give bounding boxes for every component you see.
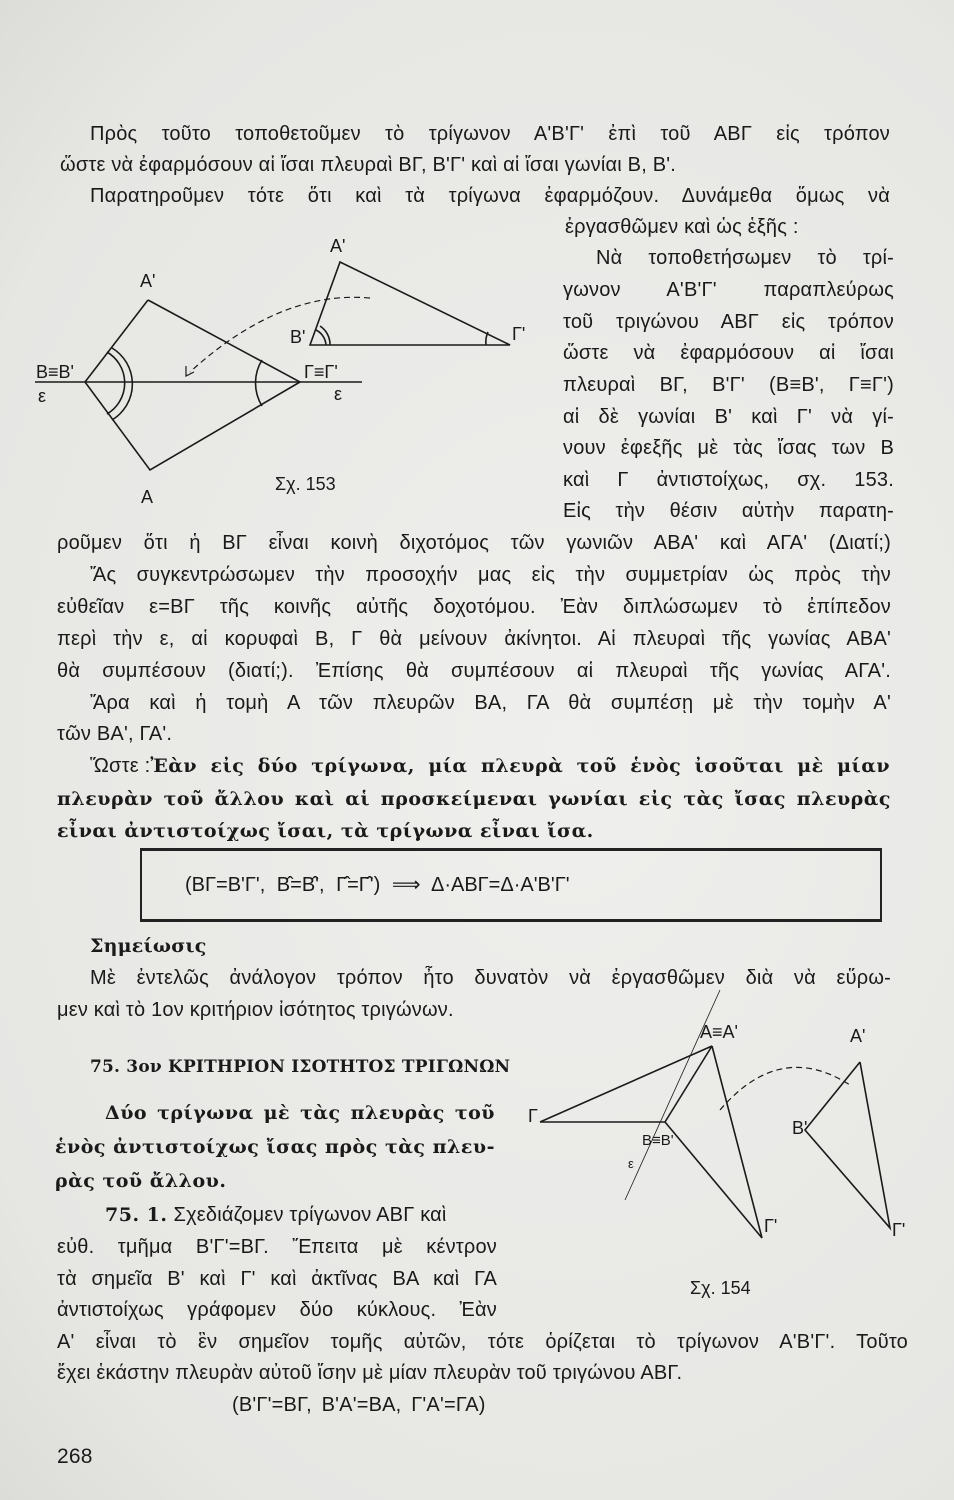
figure-stroke <box>107 352 125 414</box>
label-b2: Β' <box>792 1118 808 1138</box>
rotation-arc <box>190 297 370 372</box>
figure-caption: Σχ. 154 <box>690 1278 751 1298</box>
paragraph-number: 75. 1. <box>105 1204 168 1226</box>
angle-arc-g <box>256 360 262 406</box>
theorem-line <box>90 754 890 778</box>
text-line: εὐθεῖαν ε=ΒΓ τῆς κοινῆς αὐτῆς δοχοτόμου. Ἐὰν διπλώσωμεν τὸ ἐπίπεδον <box>57 596 891 618</box>
kite-shape <box>85 300 300 470</box>
statement-line: Δύο τρίγωνα μὲ τὰς πλευρὰς τοῦ <box>105 1102 495 1124</box>
label-a2: Α' <box>330 236 346 256</box>
theorem-text: πλευρὰν τοῦ ἄλλου καὶ αἱ προσκείμεναι γωνίαι εἰς τὰς ἴσας πλευρὰς <box>57 788 891 810</box>
statement-line: ἑνὸς ἀντιστοίχως ἴσας πρὸς τὰς πλευ- <box>55 1136 495 1158</box>
text-line: καὶ Γ ἀντιστοίχως, σχ. 153. <box>563 469 894 491</box>
text-line: Ἄς συγκεντρώσωμεν τὴν προσοχήν μας εἰς τὴν συμμετρίαν ὡς πρὸς τὴν <box>90 564 891 586</box>
theorem-lead: Ὥστε : <box>90 755 151 777</box>
page-number: 268 <box>57 1445 93 1468</box>
text-line: τὰ σημεῖα Β' καὶ Γ' καὶ ἀκτῖνας ΒΑ καὶ ΓΑ <box>57 1268 497 1290</box>
text-line: Πρὸς τοῦτο τοποθετοῦμεν τὸ τρίγωνον Α'Β'Γ' ἐπὶ τοῦ ΑΒΓ εἰς τρόπον <box>90 123 890 145</box>
label-g2: Γ' <box>892 1220 906 1240</box>
side-ag2 <box>712 1046 762 1238</box>
label-g: Γ <box>528 1106 538 1126</box>
text-line: Μὲ ἐντελῶς ἀνάλογον τρόπον ἦτο δυνατὸν νὰ ἐργασθῶμεν διὰ νὰ εὕρω- <box>90 967 891 989</box>
label-eps: ε <box>38 386 47 406</box>
text-line: εὐθ. τμῆμα Β'Γ'=ΒΓ. Ἔπειτα μὲ κέντρον <box>57 1236 497 1258</box>
theorem-text: εἶναι ἀντιστοίχως ἴσαι, τὰ τρίγωνα εἶναι ἴσα. <box>57 820 594 842</box>
label-a1: Α' <box>140 271 156 291</box>
paragraph-line <box>105 1203 485 1227</box>
text-line: θὰ συμπέσουν (διατί;). Ἐπίσης θὰ συμπέσουν αἱ πλευραὶ τῆς γωνίας ΑΓΑ'. <box>57 660 891 682</box>
figure-stroke <box>316 330 326 345</box>
label-bb: Β≡Β' <box>642 1132 674 1149</box>
side-ga <box>540 1046 712 1122</box>
label-bb: Β≡Β' <box>36 362 74 382</box>
side-ab <box>665 1046 712 1122</box>
text-line: ἀντιστοίχως γράφομεν δύο κύκλους. Ἐὰν <box>57 1299 497 1321</box>
triangle-a2b2g2 <box>310 262 510 345</box>
formula-line: (Β'Γ'=ΒΓ, Β'Α'=ΒΑ, Γ'Α'=ΓΑ) <box>232 1394 486 1416</box>
line-epsilon-154 <box>625 990 720 1200</box>
label-b2: Β' <box>290 327 306 347</box>
text-line: Α' εἶναι τὸ ἓν σημεῖον τομῆς αὐτῶν, τότε ὁρίζεται τὸ τρίγωνον Α'Β'Γ'. Τοῦτο <box>57 1331 908 1353</box>
label-a: Α <box>141 487 154 507</box>
figure-caption: Σχ. 153 <box>275 474 336 494</box>
label-aa: Α≡Α' <box>700 1022 738 1042</box>
statement-line: ρὰς τοῦ ἄλλου. <box>55 1170 227 1192</box>
figure-stroke <box>320 326 330 345</box>
text-line: νουν ἐφεξῆς μὲ τὰς ἴσας των Β <box>563 437 894 459</box>
text-line: ἐργασθῶμεν καὶ ὡς ἑξῆς : <box>565 216 799 238</box>
label-eps: ε <box>628 1156 634 1171</box>
arrow-icon <box>186 366 194 376</box>
boxed-formula: (ΒΓ=Β'Γ', Β̂=Β̂', Γ̂=Γ̂') ⟹ Δ·ΑΒΓ=Δ·Α'Β'Γ' <box>185 874 570 896</box>
text-line: τῶν ΒΑ', ΓΑ'. <box>57 723 173 745</box>
text-line: περὶ τὴν ε, αἱ κορυφαὶ Β, Γ θὰ μείνουν ἀκίνητοι. Αἱ πλευραὶ τῆς γωνίας ΑΒΑ' <box>57 628 891 650</box>
label-g2: Γ' <box>512 324 526 344</box>
text-line: γωνον Α'Β'Γ' παραπλεύρως <box>563 279 894 301</box>
triangle-154-right <box>805 1062 890 1228</box>
label-a2: Α' <box>850 1026 866 1046</box>
text-line: τοῦ τριγώνου ΑΒΓ εἰς τρόπον <box>563 311 894 333</box>
text-line: ἔχει ἑκάστην πλευρὰν αὐτοῦ ἴσην μὲ μίαν πλευρὰν τοῦ τριγώνου ΑΒΓ. <box>57 1362 683 1384</box>
figure-stroke <box>486 332 488 345</box>
section-heading: 75. 3ον ΚΡΙΤΗΡΙΟΝ ΙΣΟΤΗΤΟΣ ΤΡΙΓΩΝΩΝ <box>90 1057 511 1077</box>
theorem-text: Ἐὰν εἰς δύο τρίγωνα, μία πλευρὰ τοῦ ἑνὸς ἰσοῦται μὲ μίαν <box>150 755 890 777</box>
text-line: Εἰς τὴν θέσιν αὐτὴν παρατη- <box>563 500 894 522</box>
text-line: ὥστε νὰ ἐφαρμόσουν αἱ ἴσαι <box>563 342 894 364</box>
text-line: πλευραὶ ΒΓ, Β'Γ' (Β≡Β', Γ≡Γ') <box>563 374 894 396</box>
text-line: Ἄρα καὶ ἡ τομὴ Α τῶν πλευρῶν ΒΑ, ΓΑ θὰ συμπέσῃ μὲ τὴν τομὴν Α' <box>90 692 891 714</box>
text-line: ὥστε νὰ ἐφαρμόσουν αἱ ἴσαι πλευραὶ ΒΓ, Β'Γ' καὶ αἱ ἴσαι γωνίαι Β, Β'. <box>60 154 677 176</box>
angle-arc-b <box>112 348 132 420</box>
note-title: Σημείωσις <box>90 935 207 957</box>
label-eps: ε <box>334 384 343 404</box>
text-line: αἱ δὲ γωνίαι Β' καὶ Γ' νὰ γί- <box>563 406 894 428</box>
side-bg2 <box>665 1122 762 1238</box>
rotation-arc-154 <box>720 1067 850 1110</box>
text-line: ροῦμεν ὅτι ἡ ΒΓ εἶναι κοινὴ διχοτόμος τῶν γωνιῶν ΑΒΑ' καὶ ΑΓΑ' (Διατί;) <box>57 532 891 554</box>
text-line: Παρατηροῦμεν τότε ὅτι καὶ τὰ τρίγωνα ἐφαρμόζουν. Δυνάμεθα ὅμως νὰ <box>90 185 890 207</box>
text-line: μεν καὶ τὸ 1ον κριτήριον ἰσότητος τριγώνων. <box>57 999 454 1021</box>
label-gg: Γ≡Γ' <box>304 362 338 382</box>
text-line: Νὰ τοποθετήσωμεν τὸ τρί- <box>596 247 894 269</box>
paragraph-text: Σχεδιάζομεν τρίγωνον ΑΒΓ καὶ <box>173 1204 447 1226</box>
label-gg: Γ' <box>764 1216 778 1236</box>
